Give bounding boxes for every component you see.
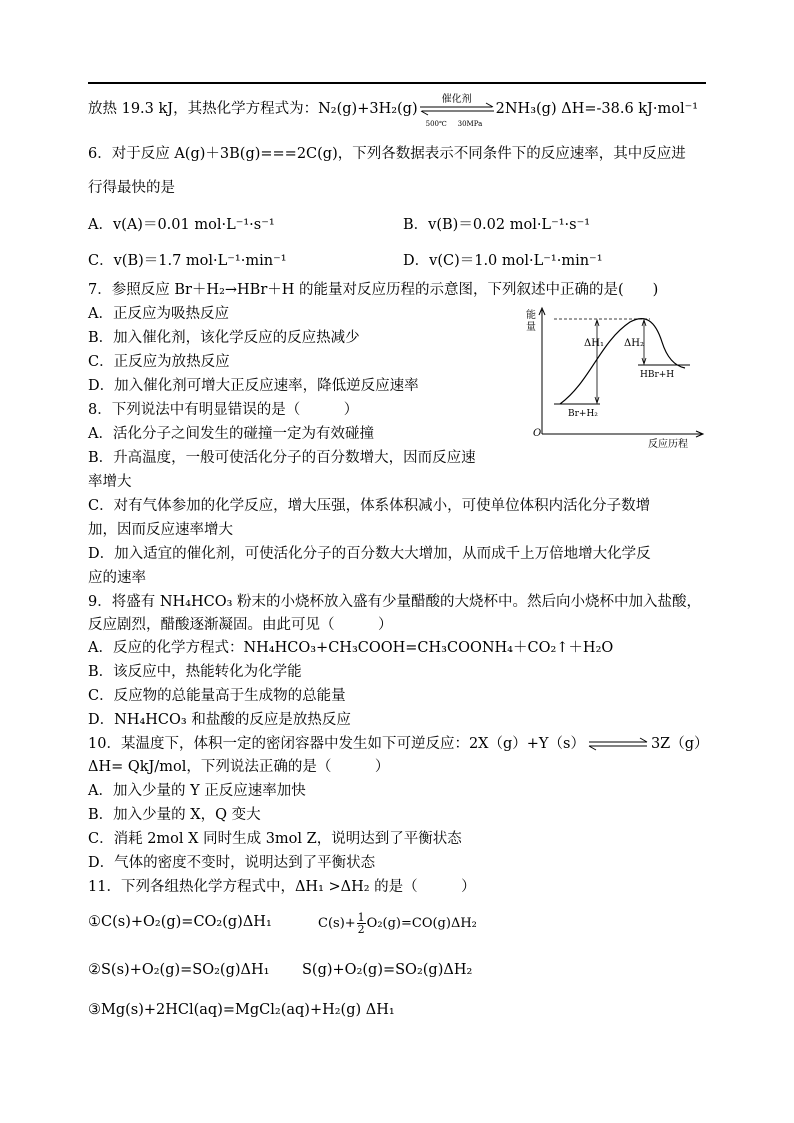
intro-text: 放热 19.3 kJ，其热化学方程式为：N₂(g)+3H₂(g) <box>88 101 418 117</box>
q8-option-d-2: 应的速率 <box>88 570 146 586</box>
q6-option-a: A．v(A)＝0.01 mol·L⁻¹·s⁻¹ <box>88 217 275 233</box>
q11-eq1b-pre: C(s)+ <box>318 916 356 931</box>
q7-option-d: D．加入催化剂可增大正反应速率，降低逆反应速率 <box>88 378 419 394</box>
q9-option-d: D．NH₄HCO₃ 和盐酸的反应是放热反应 <box>88 712 351 728</box>
y-axis-label-2: 量 <box>526 322 536 333</box>
condition-pressure: 30MPa <box>457 120 483 128</box>
q11-eq1b-post: O₂(g)=CO(g)ΔH₂ <box>366 916 477 931</box>
q9-option-c: C．反应物的总能量高于生成物的总能量 <box>88 688 346 704</box>
q9-option-b: B．该反应中，热能转化为化学能 <box>88 664 302 680</box>
q6-option-b: B．v(B)＝0.02 mol·L⁻¹·s⁻¹ <box>403 217 591 233</box>
q7-option-b: B．加入催化剂，该化学反应的反应热减少 <box>88 330 360 346</box>
x-axis-label: 反应历程 <box>648 439 688 450</box>
q10-stem-1b: 3Z（g） <box>650 736 709 752</box>
q11-stem: 11．下列各组热化学方程式中，ΔH₁ >ΔH₂ 的是（ ） <box>88 879 476 895</box>
q11-eq2b: S(g)+O₂(g)=SO₂(g)ΔH₂ <box>302 962 473 978</box>
origin-label: O <box>533 428 542 439</box>
q11-eq1a: ①C(s)+O₂(g)=CO₂(g)ΔH₁ <box>88 914 272 930</box>
q6-option-c: C．v(B)＝1.7 mol·L⁻¹·min⁻¹ <box>88 253 287 269</box>
header-rule <box>88 82 706 84</box>
condition-temperature: 500℃ <box>425 120 447 128</box>
q11-eq1b <box>318 912 477 935</box>
intro-equation <box>88 94 699 128</box>
q7-stem: 7．参照反应 Br＋H₂→HBr＋H 的能量对反应历程的示意图，下列叙述中正确的是( ) <box>88 282 659 298</box>
q9-option-a: A．反应的化学方程式：NH₄HCO₃+CH₃COOH=CH₃COONH₄＋CO₂↑＋H₂O <box>88 640 614 656</box>
fraction-half <box>357 912 366 935</box>
dh2-label: ΔH₂ <box>624 338 644 349</box>
product-label: HBr+H <box>640 370 675 380</box>
q11-eq2a: ②S(s)+O₂(g)=SO₂(g)ΔH₁ <box>88 962 270 978</box>
q11-eq3: ③Mg(s)+2HCl(aq)=MgCl₂(aq)+H₂(g) ΔH₁ <box>88 1002 395 1018</box>
reversible-arrow-icon <box>587 737 649 751</box>
y-axis-label-1: 能 <box>526 310 536 321</box>
q8-option-d-1: D．加入适宜的催化剂，可使活化分子的百分数大大增加，从而成千上万倍地增大化学反 <box>88 546 651 562</box>
q6-stem-1: 6．对于反应 A(g)＋3B(g)===2C(g)，下列各数据表示不同条件下的反应速率，其中反应进 <box>88 146 686 162</box>
q9-stem-1: 9．将盛有 NH₄HCO₃ 粉末的小烧杯放入盛有少量醋酸的大烧杯中。然后向小烧杯中加入盐酸， <box>88 594 702 610</box>
energy-curve <box>560 319 685 404</box>
dh1-label: ΔH₁ <box>584 338 604 349</box>
q9-stem-2: 反应剧烈，醋酸逐渐凝固。由此可见（ ） <box>88 617 393 633</box>
q10-option-d: D．气体的密度不变时，说明达到了平衡状态 <box>88 855 376 871</box>
q8-option-a: A．活化分子之间发生的碰撞一定为有效碰撞 <box>88 426 374 442</box>
q10-option-a: A．加入少量的 Y 正反应速率加快 <box>88 783 306 799</box>
q6-option-d: D．v(C)＝1.0 mol·L⁻¹·min⁻¹ <box>403 253 603 269</box>
fraction-numerator: 1 <box>357 911 365 924</box>
q8-stem: 8．下列说法中有明显错误的是（ ） <box>88 402 359 418</box>
q8-option-c-1: C．对有气体参加的化学反应，增大压强，体系体积减小，可使单位体积内活化分子数增 <box>88 498 651 514</box>
reactant-label: Br+H₂ <box>568 409 598 419</box>
q10-option-b: B．加入少量的 X，Q 变大 <box>88 807 261 823</box>
catalyst-arrow <box>418 94 496 128</box>
energy-profile-diagram <box>520 302 710 452</box>
intro-product: 2NH₃(g) ΔH=-38.6 kJ·mol⁻¹ <box>495 101 699 117</box>
q10-stem-1 <box>88 734 709 754</box>
q10-option-c: C．消耗 2mol X 同时生成 3mol Z，说明达到了平衡状态 <box>88 831 462 847</box>
q6-stem-2: 行得最快的是 <box>88 180 175 196</box>
q10-stem-2: ΔH= QkJ/mol，下列说法正确的是（ ） <box>88 759 390 775</box>
q8-option-c-2: 加，因而反应速率增大 <box>88 522 233 538</box>
fraction-denominator: 2 <box>357 923 365 936</box>
q7-option-c: C．正反应为放热反应 <box>88 354 230 370</box>
q10-stem-1a: 10．某温度下，体积一定的密闭容器中发生如下可逆反应：2X（g）+Y（s） <box>88 736 585 752</box>
catalyst-label: 催化剂 <box>441 94 472 105</box>
q8-option-b-2: 率增大 <box>88 474 132 490</box>
q7-option-a: A．正反应为吸热反应 <box>88 306 229 322</box>
q8-option-b-1: B．升高温度，一般可使活化分子的百分数增大，因而反应速 <box>88 450 476 466</box>
